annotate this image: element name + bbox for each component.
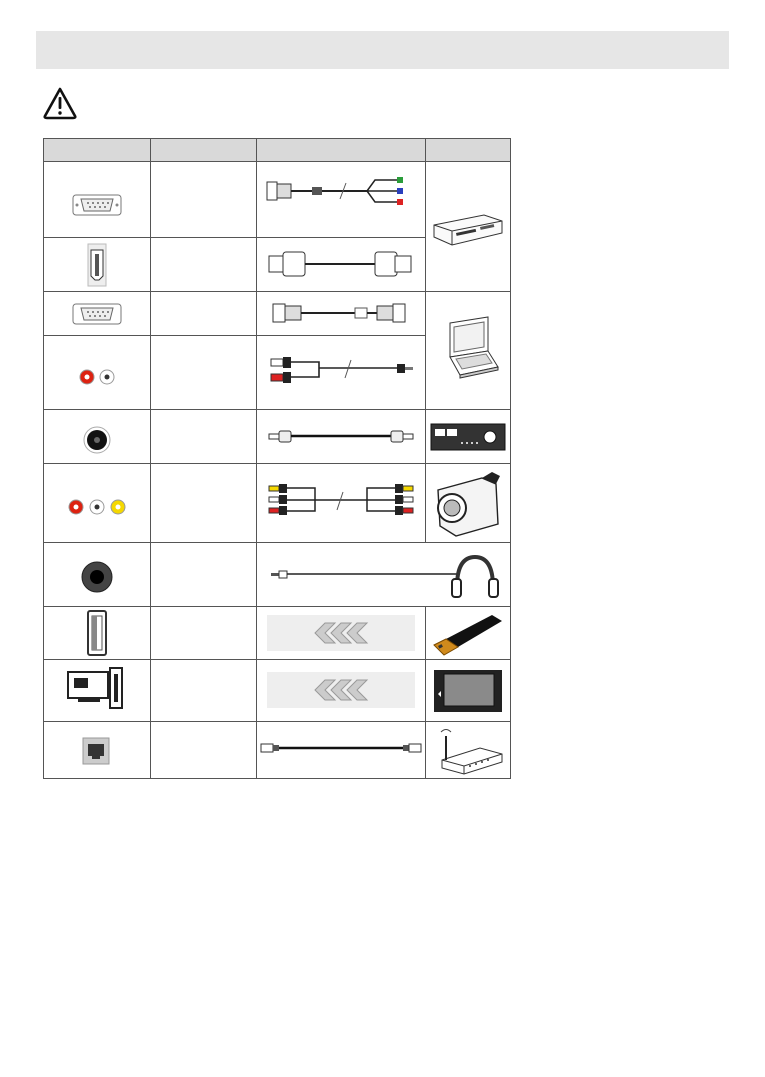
usb-stick-icon: [426, 607, 511, 660]
table-header-row: [44, 139, 511, 162]
description-cell: [150, 162, 257, 238]
router-icon: [426, 722, 511, 779]
coaxial-cable-icon: [257, 410, 426, 464]
description-cell: [150, 410, 257, 464]
rca-to-jack-cable-icon: [257, 336, 426, 410]
description-cell: [150, 543, 257, 607]
ci-slot-icon: [44, 660, 151, 722]
description-cell: [150, 722, 257, 779]
column-header: [44, 139, 151, 162]
ethernet-port-icon: [44, 722, 151, 779]
headphones-icon: [452, 557, 498, 597]
camcorder-icon: [426, 464, 511, 543]
description-cell: [150, 238, 257, 292]
description-cell: [150, 464, 257, 543]
vga-port-icon: [44, 292, 151, 336]
table-row: [44, 292, 511, 336]
audio-amplifier-icon: [426, 410, 511, 464]
table-row: [44, 162, 511, 238]
table-row: [44, 543, 511, 607]
vga-to-component-cable-icon: [257, 162, 426, 238]
headphone-jack-icon: [44, 543, 151, 607]
warning-triangle-icon: [42, 86, 78, 120]
description-cell: [150, 607, 257, 660]
column-header: [150, 139, 257, 162]
column-header: [426, 139, 511, 162]
laptop-icon: [426, 292, 511, 410]
hdmi-port-icon: [44, 238, 151, 292]
cam-module-icon: [426, 660, 511, 722]
ethernet-cable-icon: [257, 722, 426, 779]
description-cell: [150, 292, 257, 336]
table-row: [44, 464, 511, 543]
av-rca-cable-icon: [257, 464, 426, 543]
description-cell: [150, 660, 257, 722]
insert-arrows-icon: [257, 660, 426, 722]
vga-port-icon: [44, 162, 151, 238]
description-cell: [150, 336, 257, 410]
table-row: [44, 607, 511, 660]
av-rca-ports-icon: [44, 464, 151, 543]
usb-port-icon: [44, 607, 151, 660]
table-row: [44, 722, 511, 779]
connection-table: [43, 138, 511, 779]
hdmi-cable-icon: [257, 238, 426, 292]
insert-arrows-icon: [257, 607, 426, 660]
column-header: [257, 139, 426, 162]
header-bar: [36, 31, 729, 69]
dvd-player-icon: [426, 162, 511, 292]
spdif-coax-port-icon: [44, 410, 151, 464]
pc-audio-rca-port-icon: [44, 336, 151, 410]
vga-cable-icon: [257, 292, 426, 336]
table-row: [44, 410, 511, 464]
table-row: [44, 660, 511, 722]
headphone-cable-icon: [257, 543, 511, 607]
